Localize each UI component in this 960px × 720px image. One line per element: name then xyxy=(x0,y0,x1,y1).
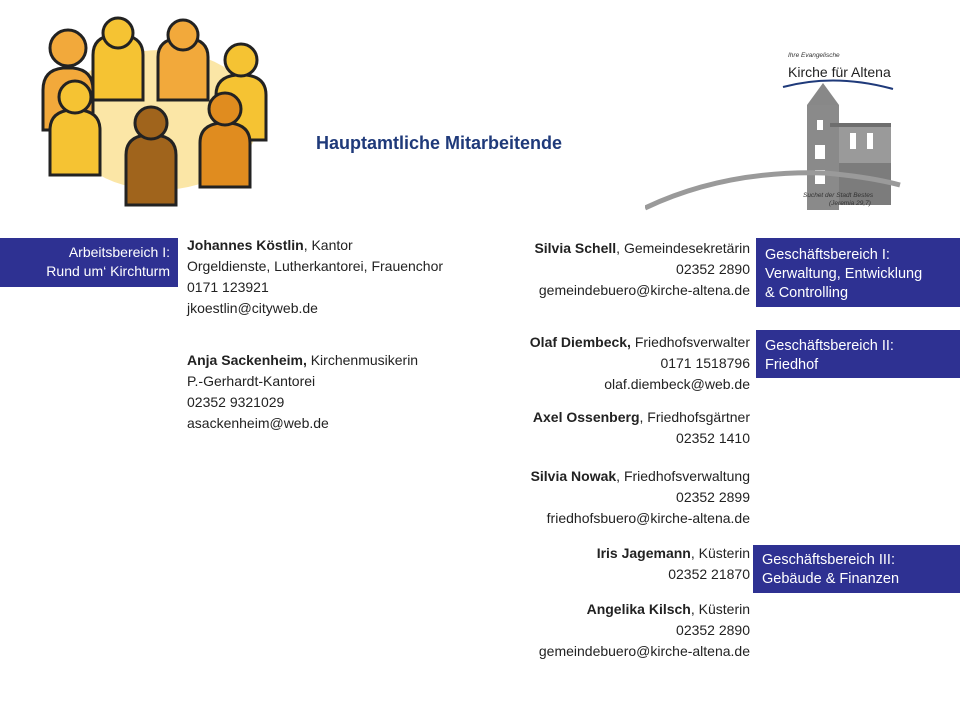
contact-name: Anja Sackenheim, xyxy=(187,352,307,368)
contact-role: Küsterin xyxy=(698,601,750,617)
badge-line: Rund um‘ Kirchturm xyxy=(46,263,170,279)
separator: , xyxy=(690,601,699,617)
separator: , xyxy=(616,468,624,484)
separator: , xyxy=(690,545,699,561)
logo-name: Kirche für Altena xyxy=(788,64,891,80)
separator: , xyxy=(639,409,648,425)
badge-arbeitsbereich-1 xyxy=(0,238,178,287)
contact-email[interactable]: gemeindebuero@kirche-altena.de xyxy=(538,643,750,659)
contact-name: Axel Ossenberg xyxy=(532,409,640,425)
contact-name: Silvia Schell xyxy=(534,240,617,256)
contact-heading xyxy=(533,407,750,428)
contact-heading xyxy=(597,543,750,564)
separator: , xyxy=(303,237,312,253)
contact-phone: 0171 123921 xyxy=(187,279,269,295)
contact-heading xyxy=(187,350,418,371)
contact-koestlin xyxy=(187,235,443,319)
page-title: Hauptamtliche Mitarbeitende xyxy=(316,133,563,153)
contact-heading xyxy=(531,466,750,487)
person-icon xyxy=(158,20,208,100)
contact-jagemann xyxy=(597,543,750,585)
contact-email[interactable]: asackenheim@web.de xyxy=(187,415,329,431)
badge-line: Arbeitsbereich I: xyxy=(68,244,170,260)
contact-sackenheim xyxy=(187,350,418,434)
contact-phone: 02352 1410 xyxy=(676,430,750,446)
person-icon xyxy=(93,18,143,100)
contact-detail: Orgeldienste, Lutherkantorei, Frauenchor xyxy=(187,258,444,274)
contact-role: Gemeindesekretärin xyxy=(623,240,750,256)
badge-line: Verwaltung, Entwicklung xyxy=(765,266,923,282)
contact-phone: 02352 2890 xyxy=(676,622,750,638)
church-logo xyxy=(645,45,905,213)
contact-name: Johannes Köstlin xyxy=(187,237,304,253)
contact-email[interactable]: jkoestlin@cityweb.de xyxy=(187,300,318,316)
contact-phone: 02352 9321029 xyxy=(187,394,285,410)
contact-role: Friedhofsverwalter xyxy=(634,334,750,350)
contact-heading xyxy=(534,238,750,259)
contact-phone: 02352 2899 xyxy=(676,489,750,505)
team-people-illustration xyxy=(28,15,278,215)
badge-line: Geschäftsbereich II: xyxy=(765,338,894,354)
badge-geschaeftsbereich-3 xyxy=(753,545,960,593)
contact-ossenberg xyxy=(533,407,750,449)
contact-role: Küsterin xyxy=(698,545,750,561)
contact-email[interactable]: friedhofsbuero@kirche-altena.de xyxy=(546,510,750,526)
badge-line: & Controlling xyxy=(765,285,849,301)
contact-email[interactable]: olaf.diembeck@web.de xyxy=(604,376,750,392)
contact-phone: 0171 1518796 xyxy=(660,355,750,371)
contact-phone: 02352 2890 xyxy=(676,261,750,277)
contact-heading xyxy=(187,235,443,256)
badge-line: Gebäude & Finanzen xyxy=(762,571,900,587)
contact-name: Silvia Nowak xyxy=(530,468,617,484)
contact-name: Iris Jagemann xyxy=(596,545,691,561)
contact-role: Friedhofsgärtner xyxy=(647,409,750,425)
contact-schell xyxy=(534,238,750,301)
contact-diembeck xyxy=(530,332,750,395)
logo-motto: Suchet der Stadt Bestes xyxy=(803,192,874,199)
contact-name: Angelika Kilsch xyxy=(586,601,691,617)
contact-heading xyxy=(530,332,750,353)
contact-kilsch xyxy=(539,599,750,662)
badge-line: Friedhof xyxy=(765,357,819,373)
logo-small-text: Ihre Evangelische xyxy=(788,52,840,59)
badge-line: Geschäftsbereich III: xyxy=(762,552,895,568)
contact-detail: P.-Gerhardt-Kantorei xyxy=(187,373,316,389)
logo-verse: (Jeremia 29,7) xyxy=(829,200,871,207)
contact-nowak xyxy=(531,466,750,529)
contact-heading xyxy=(539,599,750,620)
contact-phone: 02352 21870 xyxy=(668,566,750,582)
badge-geschaeftsbereich-2 xyxy=(756,330,960,378)
contact-role: Friedhofsverwaltung xyxy=(623,468,750,484)
contact-role: Kantor xyxy=(311,237,353,253)
separator: , xyxy=(616,240,624,256)
church-icon xyxy=(807,83,891,210)
contact-role: Kirchenmusikerin xyxy=(310,352,419,368)
badge-geschaeftsbereich-1 xyxy=(756,238,960,307)
contact-name: Olaf Diembeck, xyxy=(529,334,631,350)
contact-email[interactable]: gemeindebuero@kirche-altena.de xyxy=(538,282,750,298)
badge-line: Geschäftsbereich I: xyxy=(765,247,890,263)
